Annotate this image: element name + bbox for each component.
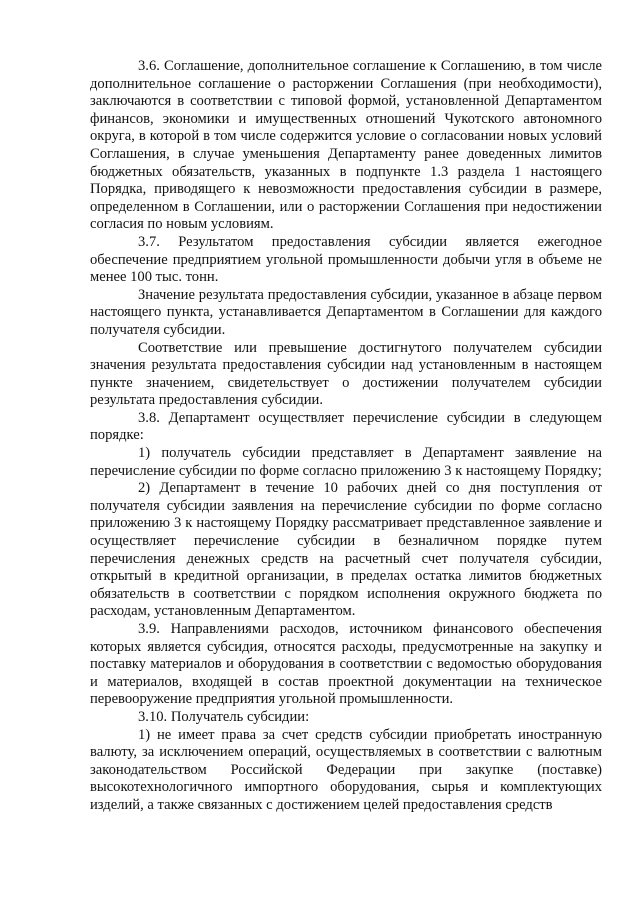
paragraph-3-9: 3.9. Направлениями расходов, источником финансового обеспечения которых является субсидия, относятся расходы, предусмотренные на закупку и поставку материалов и оборудования в соответствии с ведомостью оборудования и материалов, входящей в состав проектной документации на техническое перевооружение предприятия угольной промышленности.	[90, 621, 602, 708]
paragraph-3-8: 3.8. Департамент осуществляет перечисление субсидии в следующем порядке:	[90, 409, 602, 444]
paragraph-3-8-item-1: 1) получатель субсидии представляет в Департамент заявление на перечисление субсидии по форме согласно приложению 3 к настоящему Порядку;	[90, 445, 602, 479]
document-page	[90, 58, 602, 815]
paragraph-3-8-item-2: 2) Департамент в течение 10 рабочих дней со дня поступления от получателя субсидии заявления на перечисление субсидии по форме согласно приложению 3 к настоящему Порядку рассматривает представленное заявление и осуществляет перечисление субсидии в безналичном порядке путем перечисления денежных средств на расчетный счет получателя субсидии, открытый в кредитной организации, в пределах остатка лимитов бюджетных обязательств в соответствии с порядком исполнения окружного бюджета по расходам, установленным Департаментом.	[90, 480, 602, 620]
paragraph-3-7-compliance: Соответствие или превышение достигнутого получателем субсидии значения результата предоставления субсидии над установленным в настоящем пункте значением, свидетельствует о достижении получателем субсидии результата предоставления субсидии.	[90, 339, 602, 409]
paragraph-3-7: 3.7. Результатом предоставления субсидии является ежегодное обеспечение предприятием угольной промышленности добычи угля в объеме не менее 100 тыс. тонн.	[90, 233, 602, 286]
paragraph-3-10: 3.10. Получатель субсидии:	[138, 708, 310, 725]
paragraph-3-6: 3.6. Соглашение, дополнительное соглашение к Соглашению, в том числе дополнительное соглашение о расторжении Соглашения (при необходимости), заключаются в соответствии с типовой формой, установленной Департаментом финансов, экономики и имущественных отношений Чукотского автономного округа, в которой в том числе содержится условие о согласовании новых условий Соглашения, в случае уменьшения Департаменту ранее доведенных лимитов бюджетных обязательств, указанных в подпункте 1.3 раздела 1 настоящего Порядка, приводящего к невозможности предоставления субсидии в размере, определенном в Соглашении, или о расторжении Соглашения при недостижении согласия по новым условиям.	[90, 58, 602, 233]
paragraph-3-7-result-value: Значение результата предоставления субсидии, указанное в абзаце первом настоящего пункта, устанавливается Департаментом в Соглашении для каждого получателя субсидии.	[90, 286, 602, 338]
paragraph-3-10-item-1: 1) не имеет права за счет средств субсидии приобретать иностранную валюту, за исключением операций, осуществляемых в соответствии с валютным законодательством Российской Федерации при закупке (поставке) высокотехнологичного импортного оборудования, сырья и комплектующих изделий, а также связанных с достижением целей предоставления средств	[90, 726, 602, 813]
